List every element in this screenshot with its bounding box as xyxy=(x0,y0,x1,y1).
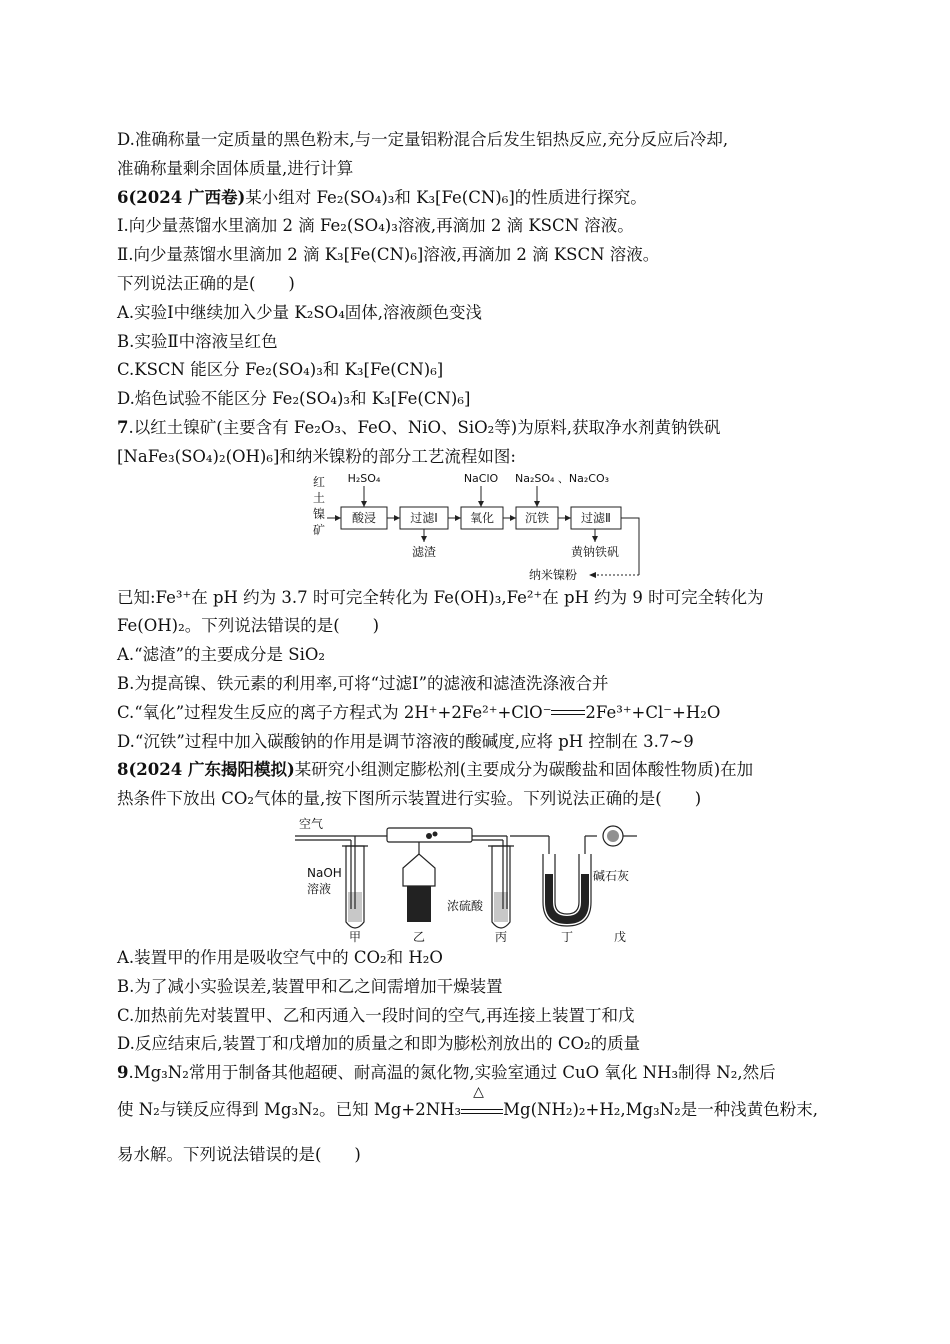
q7-option-c-lhs: C.“氧化”过程发生反应的离子方程式为 2H⁺+2Fe²⁺+ClO⁻ xyxy=(117,702,552,722)
q6-stem xyxy=(117,184,837,213)
q8-source: (2024 广东揭阳模拟) xyxy=(128,760,295,780)
label-bing: 丙 xyxy=(494,929,508,944)
q7-known-line1: 已知:Fe³⁺在 pH 约为 3.7 时可完全转化为 Fe(OH)₃,Fe²⁺在 pH 约为 9 时可完全转化为 xyxy=(117,587,764,607)
flow-label-filter1: 过滤Ⅰ xyxy=(410,510,438,525)
label-ding: 丁 xyxy=(560,929,574,944)
label-naoh-1: NaOH xyxy=(307,865,342,880)
q7-known-line2: Fe(OH)₂。下列说法错误的是( ) xyxy=(117,616,380,636)
flow-label-acid-leach: 酸浸 xyxy=(351,510,377,525)
q9-stem2-lhs: 使 N₂与镁反应得到 Mg₃N₂。已知 Mg+2NH₃ xyxy=(117,1099,462,1119)
heating-condition-sign xyxy=(461,1084,503,1117)
q8-option-a: A.装置甲的作用是吸收空气中的 CO₂和 H₂O xyxy=(117,947,443,967)
q8-option-d: D.反应结束后,装置丁和戊增加的质量之和即为膨松剂放出的 CO₂的质量 xyxy=(117,1034,641,1054)
q9-stem-line3: 易水解。下列说法错误的是( ) xyxy=(117,1144,361,1164)
label-air: 空气 xyxy=(299,816,324,831)
q7-number: 7 xyxy=(117,417,129,437)
label-soda-lime: 碱石灰 xyxy=(593,868,630,883)
q8-stem-line2: 热条件下放出 CO₂气体的量,按下图所示装置进行实验。下列说法正确的是( ) xyxy=(117,789,702,809)
label-wu: 戊 xyxy=(613,929,627,944)
q6-source: (2024 广西卷) xyxy=(128,187,246,207)
q6-option-c: C.KSCN 能区分 Fe₂(SO₄)₃和 K₃[Fe(CN)₆] xyxy=(117,360,444,380)
flow-reagent-na: Na₂SO₄ 、Na₂CO₃ xyxy=(514,471,610,485)
q6-exp1: Ⅰ.向少量蒸馏水里滴加 2 滴 Fe₂(SO₄)₃溶液,再滴加 2 滴 KSCN 溶液。 xyxy=(117,216,634,236)
q6-ask: 下列说法正确的是( ) xyxy=(117,273,295,293)
q7-option-b: B.为提高镍、铁元素的利用率,可将“过滤Ⅰ”的滤液和滤渣洗涤液合并 xyxy=(117,673,609,693)
q6-number: 6 xyxy=(117,187,129,207)
q9-stem-text: .Mg₃N₂常用于制备其他超硬、耐高温的氮化物,实验室通过 CuO 氧化 NH₃制得 N₂,然后 xyxy=(128,1063,776,1083)
flow-reagent-h2so4: H₂SO₄ xyxy=(347,471,381,485)
q8-apparatus xyxy=(117,814,837,944)
label-conc-acid: 浓硫酸 xyxy=(447,898,484,913)
flow-label-filter2: 过滤Ⅱ xyxy=(581,510,611,525)
q7-flowchart xyxy=(117,472,837,584)
flow-label-precipitate: 沉铁 xyxy=(524,510,550,525)
q5-option-d-line2: 准确称量剩余固体质量,进行计算 xyxy=(117,158,354,178)
q9-stem2-rhs: Mg(NH₂)₂+H₂,Mg₃N₂是一种浅黄色粉末, xyxy=(503,1099,818,1119)
q8-number: 8 xyxy=(117,760,129,780)
q8-stem-text: 某研究小组测定膨松剂(主要成分为碳酸盐和固体酸性物质)在加 xyxy=(294,760,754,780)
q8-stem-line1 xyxy=(117,756,837,785)
q5-option-d-line1: D.准确称量一定质量的黑色粉末,与一定量铝粉混合后发生铝热反应,充分反应后冷却, xyxy=(117,130,729,149)
flow-out-nickel: 纳米镍粉 xyxy=(528,567,578,582)
q6-stem-text: 某小组对 Fe₂(SO₄)₃和 K₃[Fe(CN)₆]的性质进行探究。 xyxy=(245,187,647,207)
flow-out-jarosite: 黄钠铁矾 xyxy=(570,544,620,559)
q7-stem-line2: [NaFe₃(SO₄)₂(OH)₆]和纳米镍粉的部分工艺流程如图: xyxy=(117,446,516,466)
q7-option-c-rhs: 2Fe³⁺+Cl⁻+H₂O xyxy=(585,702,721,722)
q7-option-d: D.“沉铁”过程中加入碳酸钠的作用是调节溶液的酸碱度,应将 pH 控制在 3.7~9 xyxy=(117,731,694,751)
flow-label-oxidize: 氧化 xyxy=(469,510,495,525)
q9-stem-line2 xyxy=(117,1084,837,1125)
flow-raw-2: 土 xyxy=(313,490,326,505)
q6-exp2: Ⅱ.向少量蒸馏水里滴加 2 滴 K₃[Fe(CN)₆]溶液,再滴加 2 滴 KSCN 溶液。 xyxy=(117,245,660,265)
q7-option-c xyxy=(117,699,837,728)
flow-out-residue: 滤渣 xyxy=(411,544,437,559)
flow-reagent-naclo: NaClO xyxy=(463,471,499,485)
q6-option-b: B.实验Ⅱ中溶液呈红色 xyxy=(117,331,278,351)
q9-number: 9 xyxy=(117,1063,129,1083)
flow-raw-1: 红 xyxy=(313,474,326,489)
q7-stem-line1 xyxy=(117,414,837,443)
flow-raw-4: 矿 xyxy=(313,522,326,537)
document-page xyxy=(117,126,837,1170)
alcohol-lamp-stand xyxy=(407,886,431,922)
q6-option-d: D.焰色试验不能区分 Fe₂(SO₄)₃和 K₃[Fe(CN)₆] xyxy=(117,389,471,409)
q7-option-a: A.“滤渣”的主要成分是 SiO₂ xyxy=(117,645,325,665)
q7-stem-text: .以红土镍矿(主要含有 Fe₂O₃、FeO、NiO、SiO₂等)为原料,获取净水剂黄钠铁矾 xyxy=(128,417,721,437)
heat-triangle-icon: △ xyxy=(473,1084,484,1101)
flow-raw-3: 镍 xyxy=(313,506,326,521)
q8-option-c: C.加热前先对装置甲、乙和丙通入一段时间的空气,再连接上装置丁和戊 xyxy=(117,1005,635,1025)
q6-option-a: A.实验Ⅰ中继续加入少量 K₂SO₄固体,溶液颜色变浅 xyxy=(117,302,483,322)
equals-sign xyxy=(551,708,585,718)
label-jia: 甲 xyxy=(348,929,362,944)
label-naoh-2: 溶液 xyxy=(307,881,332,896)
q8-option-b: B.为了减小实验误差,装置甲和乙之间需增加干燥装置 xyxy=(117,976,503,996)
label-yi: 乙 xyxy=(412,929,426,944)
